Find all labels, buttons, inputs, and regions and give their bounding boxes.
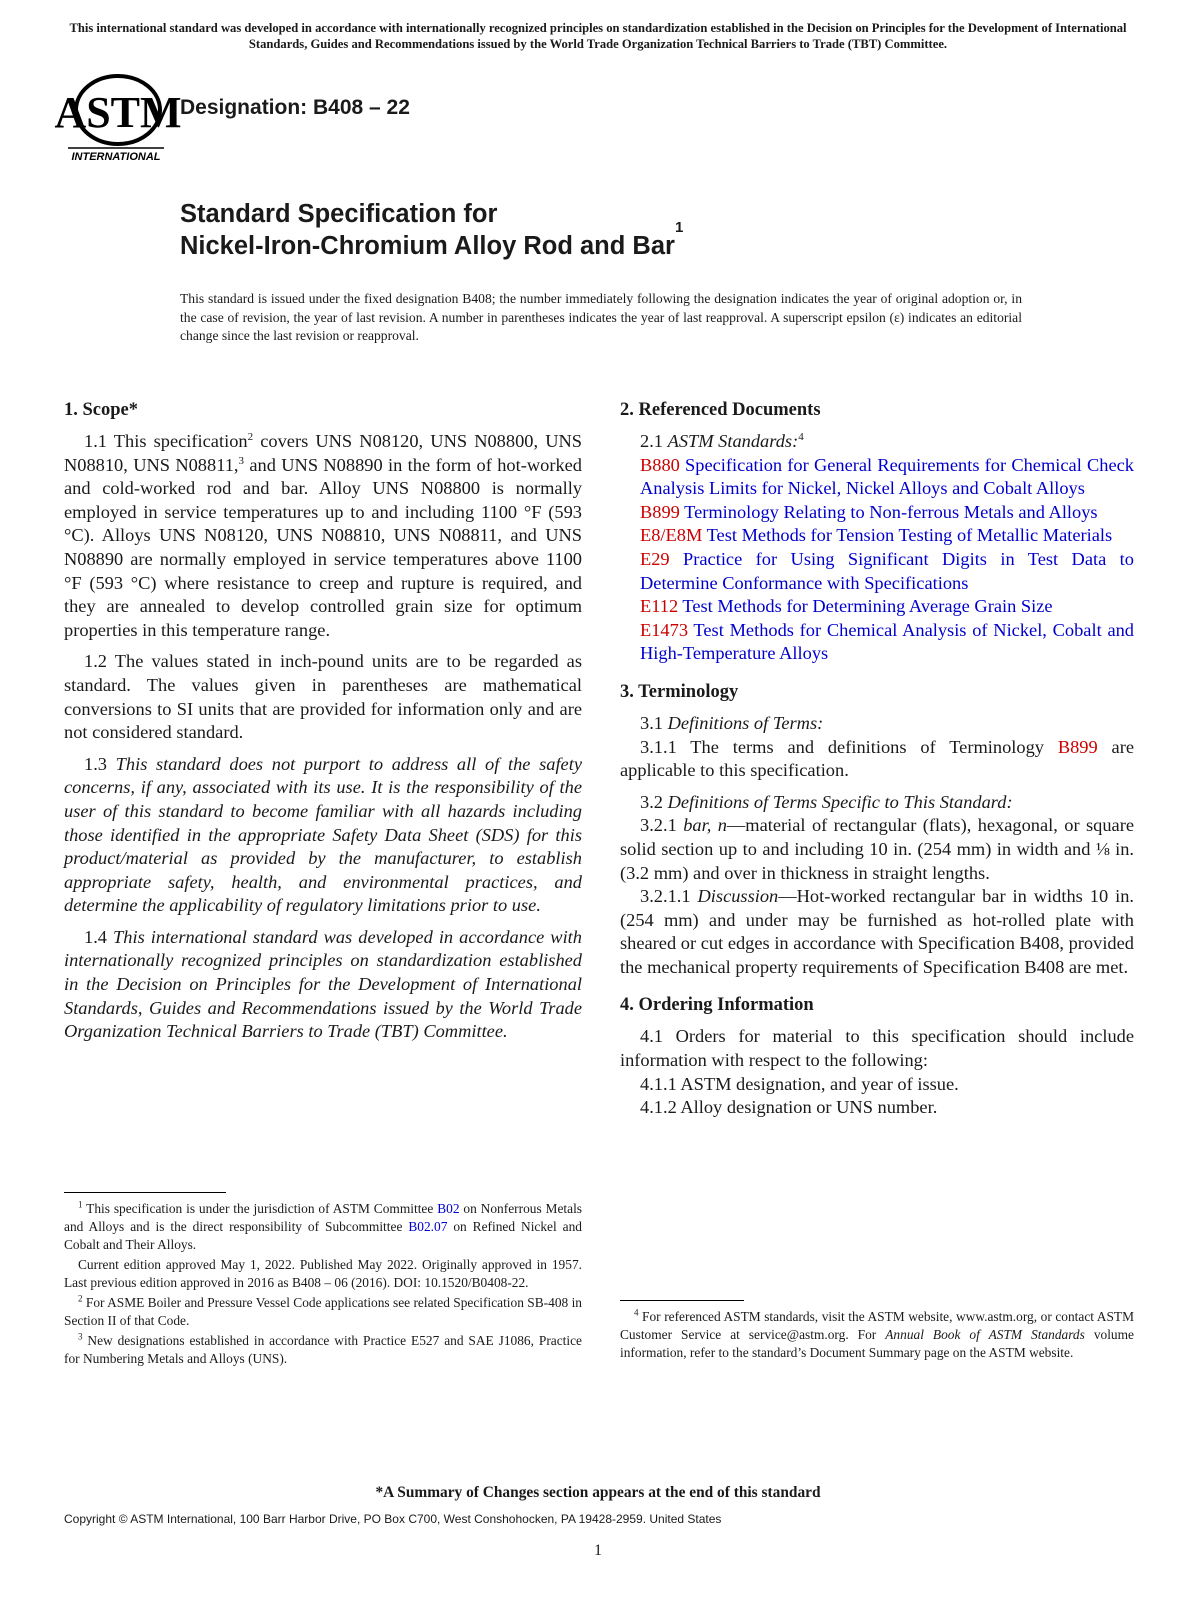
right-column	[620, 398, 1134, 1120]
footnotes-left	[64, 1200, 582, 1370]
para-3-2: 3.2 Definitions of Terms Specific to This Standard:	[640, 791, 1013, 812]
committee-link[interactable]: B02	[437, 1201, 460, 1216]
para-4-1-1: 4.1.1 ASTM designation, and year of issue.	[640, 1073, 959, 1094]
designation: Designation: B408 – 22	[180, 96, 410, 119]
para-1-3: 1.3 This standard does not purport to address all of the safety concerns, if any, associated with its use. It is the responsibility of the user of this standard to become familiar with all hazards including those identified in the appropriate Safety Data Sheet (SDS) for this product/material as provided by the manufacturer, to establish appropriate safety, health, and environmental practices, and determine the applicability of regulatory limitations prior to use.	[64, 753, 582, 916]
reference-list	[620, 454, 1134, 666]
para-3-2-1: 3.2.1 bar, n—material of rectangular (flats), hexagonal, or square solid section up to and including 10 in. (254 mm) in width and ⅛ in. (3.2 mm) and over in thickness in straight lengths.	[620, 815, 1134, 883]
issue-note: This standard is issued under the fixed designation B408; the number immediately following the designation indicates the year of original adoption or, in the case of revision, the year of last revision. A number in parentheses indicates the year of last reapproval. A superscript epsilon (ε) indicates an editorial change since the last revision or reapproval.	[180, 291, 1022, 344]
reference-item[interactable]: B880 Specification for General Requirements for Chemical Check Analysis Limits for Nickel, Nickel Alloys and Cobalt Alloys	[640, 454, 1134, 499]
para-3-1-1: 3.1.1 The terms and definitions of Terminology B899 are applicable to this specification.	[620, 736, 1134, 781]
footnote-4: $^4$ For referenced ASTM standards, visit the ASTM website, www.astm.org, or contact ASTM Customer Service at service@astm.org. For Annual Book of ASTM Standards volume information, refer to the standard’s Document Summary page on the ASTM website.	[620, 1307, 1134, 1360]
footnote-rule-left	[64, 1192, 226, 1193]
astm-standards-subheading: 2.1 ASTM Standards:$^4$	[640, 430, 804, 451]
para-3-1: 3.1 Definitions of Terms:	[640, 712, 824, 733]
footnote-1-edition: Current edition approved May 1, 2022. Published May 2022. Originally approved in 1957. Last previous edition approved in 2016 as B408 – 06 (2016). DOI: 10.1520/B0408-22.	[64, 1257, 582, 1290]
copyright: Copyright © ASTM International, 100 Barr Harbor Drive, PO Box C700, West Conshohocken, PA 19428-2959. United States	[64, 1512, 722, 1526]
terminology-link[interactable]: B899	[1057, 736, 1098, 757]
footnote-2: $^2$ For ASME Boiler and Pressure Vessel Code applications see related Specification SB-408 in Section II of that Code.	[64, 1293, 582, 1328]
title-footnote-mark: 1	[674, 219, 684, 236]
reference-item[interactable]: E112 Test Methods for Determining Average Grain Size	[640, 596, 1053, 617]
logo-subtitle: INTERNATIONAL	[71, 151, 161, 163]
footnote-1: $^1$ This specification is under the jurisdiction of ASTM Committee B02 on Nonferrous Metals and Alloys and is the direct responsibility of Subcommittee B02.07 on Refined Nickel and Cobalt and Their Alloys.	[64, 1199, 582, 1252]
para-1-1: 1.1 This specification$^2$ covers UNS N08120, UNS N08800, UNS N08810, UNS N08811,$^3$ and UNS N08890 in the form of hot-worked and cold-worked rod and bar. Alloy UNS N08800 is normally employed in service temperatures up to and including 1100 °F (593 °C). Alloys UNS N08120, UNS N08810, UNS N08811, and UNS N08890 are normally employed in service temperatures above 1100 °F (593 °C) where resistance to creep and rupture is required, and they are annealed to develop controlled grain size for optimum properties in this temperature range.	[64, 430, 582, 640]
section-1-heading: 1. Scope*	[64, 400, 138, 420]
para-3-2-1-1: 3.2.1.1 Discussion—Hot-worked rectangular bar in widths 10 in. (254 mm) and under may be furnished as hot-rolled plate with sheared or cut edges in accordance with Specification B408, provided the mechanical property requirements of Specification B408 are met.	[620, 886, 1134, 977]
left-column	[64, 398, 582, 1052]
title-main: Nickel-Iron-Chromium Alloy Rod and Bar	[180, 232, 675, 260]
footnotes-right	[620, 1308, 1134, 1364]
astm-logo	[54, 72, 182, 164]
para-1-4: 1.4 This international standard was developed in accordance with internationally recognized principles on standardization established in the Decision on Principles for the Development of International Standards, Guides and Recommendations issued by the World Trade Organization Technical Barriers to Trade (TBT) Committee.	[64, 926, 582, 1042]
document-title	[180, 198, 683, 262]
para-1-2: 1.2 The values stated in inch-pound units are to be regarded as standard. The values given in parentheses are mathematical conversions to SI units that are provided for information only and are not considered standard.	[64, 651, 582, 743]
footnote-3: $^3$ New designations established in accordance with Practice E527 and SAE J1086, Practice for Numbering Metals and Alloys (UNS).	[64, 1331, 582, 1366]
title-line-2	[180, 219, 684, 262]
reference-item[interactable]: E29 Practice for Using Significant Digits in Test Data to Determine Conformance with Specifications	[640, 548, 1134, 593]
section-3-heading: 3. Terminology	[620, 681, 739, 702]
reference-item[interactable]: E8/E8M Test Methods for Tension Testing of Metallic Materials	[640, 525, 1113, 546]
top-notice: This international standard was developed in accordance with internationally recognized principles on standardization established in the Decision on Principles for the Development of International Standards, Guides and Recommendations issued by the World Trade Organization Technical Barriers to Trade (TBT) Committee.	[69, 21, 1127, 51]
reference-item[interactable]: E1473 Test Methods for Chemical Analysis of Nickel, Cobalt and High-Temperature Alloys	[640, 619, 1134, 664]
logo-text: ASTM	[54, 88, 182, 137]
section-4-heading: 4. Ordering Information	[620, 995, 814, 1016]
para-4-1-2: 4.1.2 Alloy designation or UNS number.	[640, 1097, 938, 1118]
section-2-heading: 2. Referenced Documents	[620, 400, 821, 420]
subcommittee-link[interactable]: B02.07	[408, 1219, 448, 1234]
footnote-rule-right	[620, 1300, 744, 1301]
page-number: 1	[594, 1542, 602, 1559]
reference-item[interactable]: B899 Terminology Relating to Non-ferrous Metals and Alloys	[640, 501, 1098, 522]
para-4-1: 4.1 Orders for material to this specification should include information with respect to the following:	[620, 1026, 1134, 1071]
title-line-1: Standard Specification for	[180, 200, 498, 228]
summary-note: *A Summary of Changes section appears at the end of this standard	[375, 1484, 821, 1501]
